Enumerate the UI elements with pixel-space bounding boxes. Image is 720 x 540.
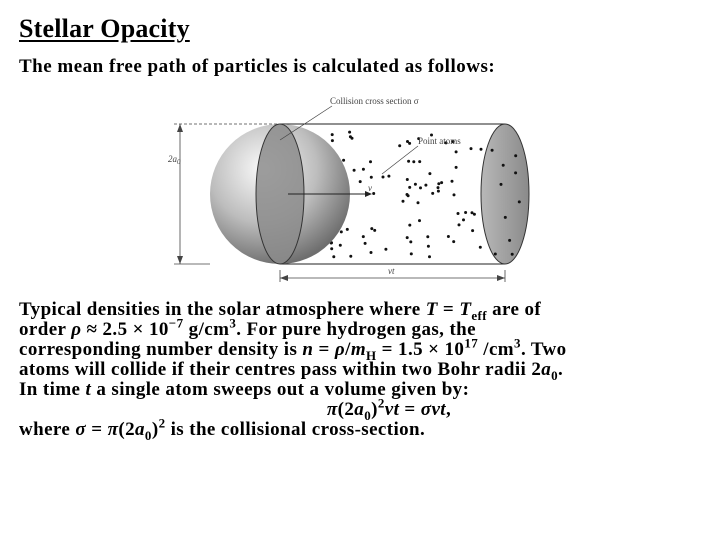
point-atom bbox=[427, 245, 430, 248]
point-atom bbox=[491, 149, 494, 152]
point-atom bbox=[480, 148, 483, 151]
slide-title: Stellar Opacity bbox=[19, 14, 190, 43]
point-atom bbox=[332, 255, 335, 258]
point-atom bbox=[406, 178, 409, 181]
point-atom bbox=[508, 239, 511, 242]
intro-text: The mean free path of particles is calculated as follows: bbox=[19, 56, 496, 77]
point-atom bbox=[494, 253, 497, 256]
point-atom bbox=[470, 147, 473, 150]
body-text bbox=[19, 299, 709, 443]
point-atom bbox=[414, 183, 417, 186]
point-atom bbox=[453, 193, 456, 196]
point-atom bbox=[382, 176, 385, 179]
point-atom bbox=[410, 252, 413, 255]
point-atom bbox=[384, 248, 387, 251]
point-atom bbox=[455, 150, 458, 153]
cross-section-label: Collision cross section σ bbox=[330, 96, 419, 106]
point-atom bbox=[331, 139, 334, 142]
point-atom bbox=[457, 212, 460, 215]
text-line-5: In time t a single atom sweeps out a volume given by: bbox=[19, 379, 470, 400]
point-atoms-label: Point atoms bbox=[418, 136, 461, 146]
point-atom bbox=[424, 184, 427, 187]
point-atom bbox=[471, 211, 474, 214]
point-atom bbox=[359, 180, 362, 183]
point-atom bbox=[462, 218, 465, 221]
point-atom bbox=[447, 235, 450, 238]
point-atom bbox=[412, 160, 415, 163]
point-atom bbox=[349, 135, 352, 138]
point-atom bbox=[387, 175, 390, 178]
point-atom bbox=[426, 235, 429, 238]
point-atom bbox=[346, 228, 349, 231]
point-atom bbox=[370, 251, 373, 254]
velocity-label: v bbox=[368, 183, 372, 193]
point-atom bbox=[500, 183, 503, 186]
text-line-4: atoms will collide if their centres pass within two Bohr radii $2a_0$. bbox=[19, 359, 564, 383]
point-atom bbox=[451, 180, 454, 183]
point-atom bbox=[340, 230, 343, 233]
point-atom bbox=[408, 186, 411, 189]
point-atom bbox=[408, 224, 411, 227]
point-atom bbox=[431, 192, 434, 195]
point-atom bbox=[406, 140, 409, 143]
point-atom bbox=[362, 235, 365, 238]
point-atom bbox=[348, 131, 351, 134]
point-atom bbox=[402, 200, 405, 203]
point-atom bbox=[502, 164, 505, 167]
mean-free-path-figure bbox=[150, 92, 550, 292]
point-atom bbox=[428, 255, 431, 258]
point-atom bbox=[455, 166, 458, 169]
point-atom bbox=[369, 160, 372, 163]
point-atom bbox=[419, 186, 422, 189]
point-atom bbox=[349, 255, 352, 258]
point-atom bbox=[437, 186, 440, 189]
point-atom bbox=[406, 193, 409, 196]
point-atom bbox=[479, 246, 482, 249]
point-atom bbox=[452, 240, 455, 243]
point-atom bbox=[373, 229, 376, 232]
point-atom bbox=[330, 247, 333, 250]
point-atom bbox=[514, 154, 517, 157]
point-atom bbox=[362, 168, 365, 171]
point-atom bbox=[409, 240, 412, 243]
point-atom bbox=[471, 229, 474, 232]
point-atom bbox=[407, 160, 410, 163]
cylinder-end-cap bbox=[481, 124, 529, 264]
point-atom bbox=[372, 192, 375, 195]
point-atom bbox=[364, 242, 367, 245]
point-atom bbox=[331, 133, 334, 136]
point-atom bbox=[406, 236, 409, 239]
point-atom bbox=[440, 181, 443, 184]
point-atom bbox=[342, 159, 345, 162]
diameter-label: $2a_0$ bbox=[168, 154, 181, 166]
text-line-3: corresponding number density is $n = \rho/m_H = 1.5 \times 10^{17}$ $/cm^3$. Two bbox=[19, 335, 567, 363]
point-atom bbox=[511, 253, 514, 256]
equation: $\pi(2a_0)^2vt = \sigma vt$, bbox=[326, 395, 452, 423]
text-line-7: where $\sigma = \pi(2a_0)^2$ is the collisional cross-section. bbox=[19, 415, 426, 443]
point-atom bbox=[417, 201, 420, 204]
point-atom bbox=[437, 190, 440, 193]
point-atom bbox=[518, 200, 521, 203]
length-label: vt bbox=[388, 266, 395, 276]
point-atom bbox=[514, 171, 517, 174]
point-atom bbox=[504, 216, 507, 219]
point-atom bbox=[428, 172, 431, 175]
point-atom bbox=[339, 244, 342, 247]
text-line-1: Typical densities in the solar atmosphere where $T = T_{eff}$ are of bbox=[19, 299, 542, 323]
point-atom bbox=[437, 182, 440, 185]
point-atom bbox=[370, 227, 373, 230]
point-atom bbox=[458, 223, 461, 226]
text-line-2: order $\rho \approx 2.5 \times 10^{-7}$ $g/cm^3$. For pure hydrogen gas, the bbox=[19, 315, 476, 340]
point-atom bbox=[398, 144, 401, 147]
point-atom bbox=[464, 211, 467, 214]
point-atom bbox=[370, 176, 373, 179]
point-atom bbox=[353, 169, 356, 172]
point-atom bbox=[418, 160, 421, 163]
point-atoms-leader bbox=[382, 146, 418, 174]
point-atom bbox=[418, 219, 421, 222]
